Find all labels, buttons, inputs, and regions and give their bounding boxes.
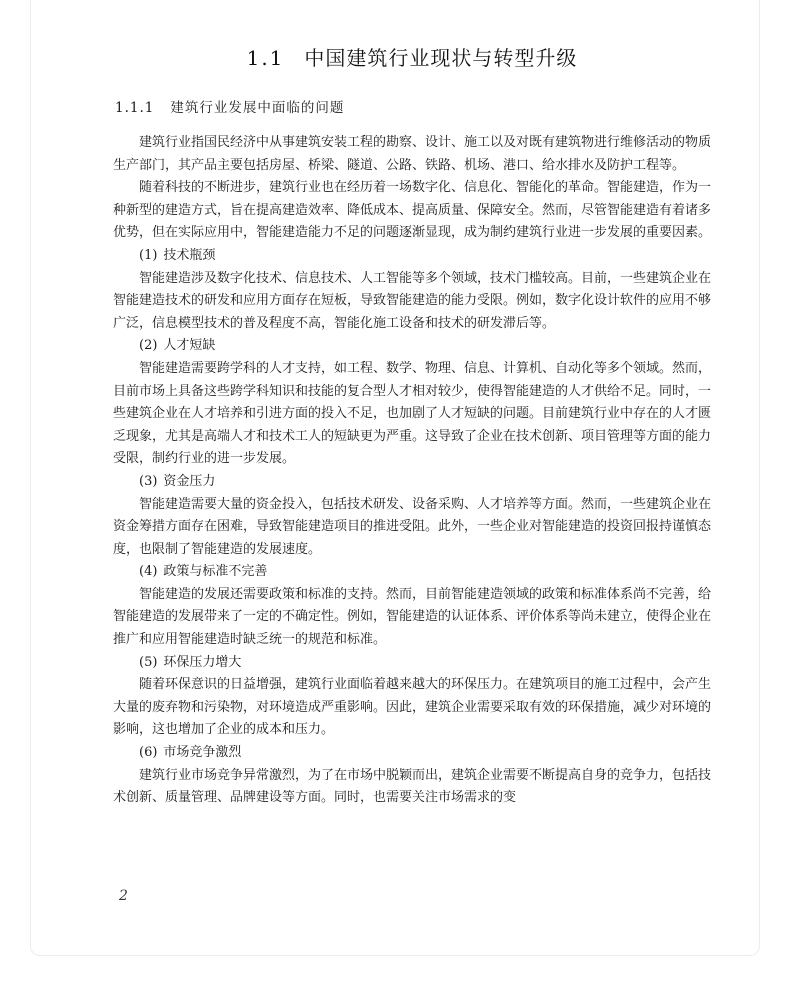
issue-heading [113,245,711,268]
section-title-text: 建筑行业发展中面临的问题 [170,100,345,116]
intro-paragraph: 建筑行业指国民经济中从事建筑安装工程的勘察、设计、施工以及对既有建筑物进行维修活动的物质生产部门，其产品主要包括房屋、桥梁、隧道、公路、铁路、机场、港口、给水排水及防护工程等。 [113,135,712,173]
page-number: 2 [119,888,128,904]
issue-body: 智能建造的发展还需要政策和标准的支持。然而，目前智能建造领域的政策和标准体系尚不完善，给智能建造的发展带来了一定的不确定性。例如，智能建造的认证体系、评价体系等尚未建立，使得企业在推广和应用智能建造时缺乏统一的规范和标准。 [113,586,712,648]
issue-heading [113,335,711,358]
issue-number: (1) [139,247,158,263]
issue-number: (3) [139,473,158,489]
issue-heading [113,471,711,494]
chapter-title-text: 中国建筑行业现状与转型升级 [304,46,578,70]
section-number: 1.1.1 [115,100,155,116]
section-title [115,96,711,120]
issue-body: 随着环保意识的日益增强，建筑行业面临着越来越大的环保压力。在建筑项目的施工过程中，会产生大量的废弃物和污染物，对环境造成严重影响。因此，建筑企业需要采取有效的环保措施，减少对环境的影响，这也增加了企业的成本和压力。 [113,677,712,738]
issue-body: 智能建造需要大量的资金投入，包括技术研发、设备采购、人才培养等方面。然而，一些建筑企业在资金筹措方面存在困难，导致智能建造项目的推进受阻。此外，一些企业对智能建造的投资回报持谨慎态度，也限制了智能建造的发展速度。 [113,496,712,557]
issue-heading-text: 政策与标准不完善 [163,564,268,580]
chapter-number: 1.1 [246,46,285,70]
issue-body: 智能建造需要跨学科的人才支持，如工程、数学、物理、信息、计算机、自动化等多个领域。然而，目前市场上具备这些跨学科知识和技能的复合型人才相对较少，使得智能建造的人才供给不足。同时，一些建筑企业在人才培养和引进方面的投入不足，也加剧了人才短缺的问题。目前建筑行业中存在的人才匮乏现象，尤其是高端人才和技术工人的短缺更为严重。这导致了企业在技术创新、项目管理等方面的能力受限，制约行业的进一步发展。 [113,360,712,467]
issue-heading-text: 技术瓶颈 [163,247,216,263]
issue-number: (5) [139,654,158,670]
issue-number: (2) [139,338,158,354]
issue-heading [113,561,711,584]
chapter-title [113,40,711,76]
issue-heading-text: 环保压力增大 [163,654,242,670]
document-page [30,0,760,956]
issue-heading-text: 资金压力 [163,473,216,489]
intro-paragraph: 随着科技的不断进步，建筑行业也在经历着一场数字化、信息化、智能化的革命。智能建造，作为一种新型的建造方式，旨在提高建造效率、降低成本、提高质量、保障安全。然而，尽管智能建造有着诸多优势，但在实际应用中，智能建造能力不足的问题逐渐显现，成为制约建筑行业进一步发展的重要因素。 [113,180,712,241]
issue-heading [113,742,711,765]
issue-heading-text: 市场竞争激烈 [163,745,242,761]
issue-number: (6) [139,745,158,761]
issue-number: (4) [139,564,158,580]
page-content [113,40,711,810]
issue-body: 建筑行业市场竞争异常激烈，为了在市场中脱颖而出，建筑企业需要不断提高自身的竞争力，包括技术创新、质量管理、品牌建设等方面。同时，也需要关注市场需求的变 [113,767,712,806]
issue-heading-text: 人才短缺 [163,338,216,354]
issue-body: 智能建造涉及数字化技术、信息技术、人工智能等多个领域，技术门槛较高。目前，一些建筑企业在智能建造技术的研发和应用方面存在短板，导致智能建造的能力受限。例如，数字化设计软件的应用不够广泛，信息模型技术的普及程度不高，智能化施工设备和技术的研发滞后等。 [113,270,712,331]
issue-heading [113,652,711,675]
